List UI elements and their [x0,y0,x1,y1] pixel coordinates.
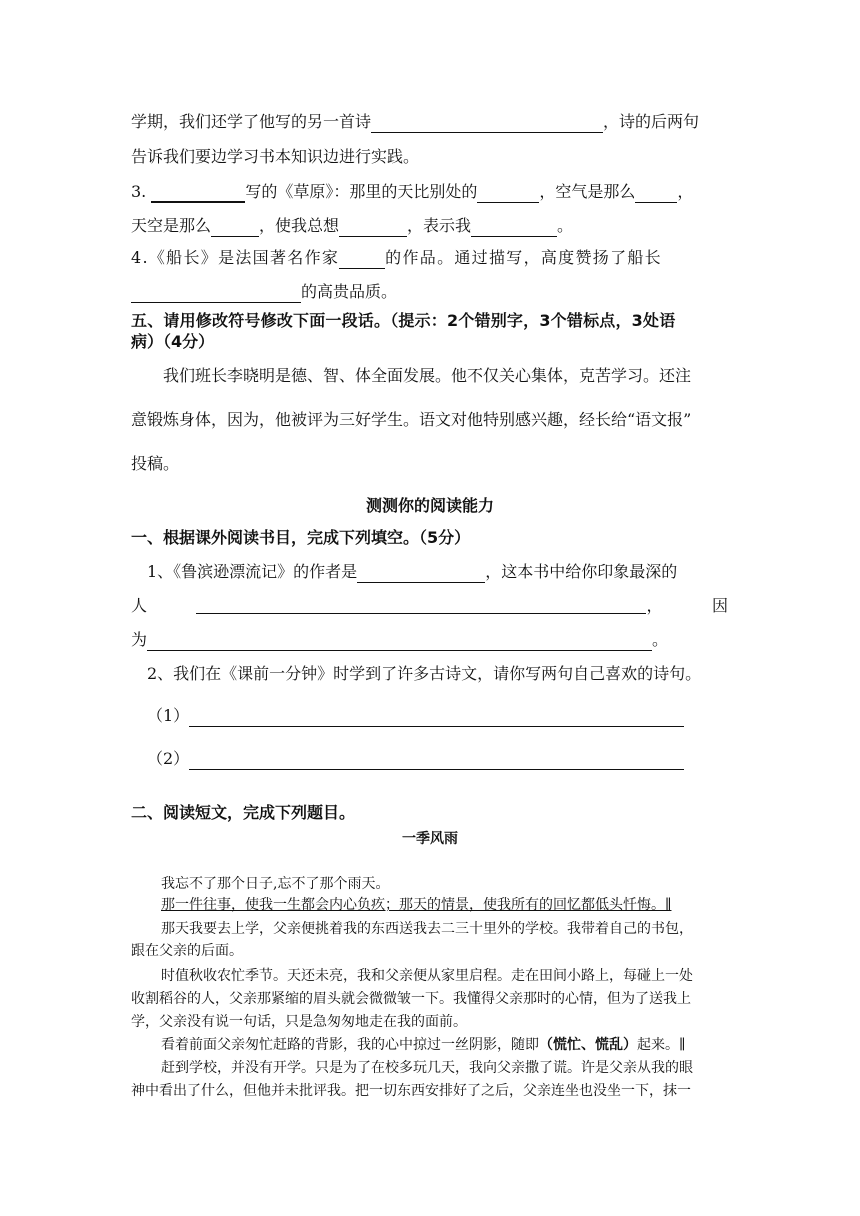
question-3-line2: 天空是那么 ，使我总想 ，表示我 。 [131,216,574,235]
story-line: 赶到学校，并没有开学。只是为了在校多玩几天，我向父亲撒了谎。许是父亲从我的眼 [161,1060,693,1076]
story-title: 一季风雨 [402,831,458,847]
word-choice[interactable]: （慌忙、慌乱） [539,1037,637,1053]
text-line: 告诉我们要边学习书本知识边进行实践。 [131,147,420,166]
paragraph-line: 意锻炼身体，因为，他被评为三好学生。语文对他特别感兴趣，经长给“语文报” [131,410,692,429]
blank-air[interactable] [635,184,677,203]
reading-q1-line1: 1、《鲁滨逊漂流记》的作者是 ，这本书中给你印象最深的 [147,562,678,581]
poem-answer-2: （2） [147,748,684,770]
blank-poem-line-2[interactable] [189,751,684,770]
reading-q2-line: 2、我们在《课前一分钟》时学到了许多古诗文，请你写两句自己喜欢的诗句。 [147,664,702,683]
reading-q1-line2: 人 ， 因 [131,596,728,615]
blank-quality[interactable] [131,284,301,303]
poem-answer-1: （1） [147,705,684,727]
section-5-title: 五、请用修改符号修改下面一段话。（提示：2个错别字，3个错标点，3处语 [131,311,676,330]
blank-writer[interactable] [339,250,385,269]
story-line: 收割稻谷的人，父亲那紧缩的眉头就会微微皱一下。我懂得父亲那时的心情，但为了送我上 [131,991,691,1007]
reading-q1-line3: 为 。 [131,630,669,649]
question-4-line1: 4.《船长》是法国著名作家 的作品。通过描写，高度赞扬了船长 [131,248,662,267]
reading-section-title: 测测你的阅读能力 [365,496,494,515]
story-line: 神中看出了什么，但他并未批评我。把一切东西安排好了之后，父亲连坐也没坐一下，抹一 [131,1083,691,1099]
story-line: 我忘不了那个日子,忘不了那个雨天。 [161,876,390,892]
blank-express[interactable] [471,218,557,237]
section-5-title-cont: 病）（4分） [131,332,215,351]
story-line: 跟在父亲的后面。 [131,943,243,959]
fill-line-poem: 学期，我们还学了他写的另一首诗 ，诗的后两句 [131,112,700,131]
blank-poem[interactable] [371,114,603,133]
paragraph-line: 投稿。 [131,454,180,473]
story-line: 学，父亲没有说一句话，只是急匆匆地走在我的面前。 [131,1014,467,1030]
reading-part-2-title: 二、阅读短文，完成下列题目。 [131,803,356,822]
blank-poem-line-1[interactable] [189,708,684,727]
blank-sky[interactable] [477,184,539,203]
question-4-line2: 的高贵品质。 [131,281,397,303]
story-line-underlined: 那一件往事，使我一生都会内心负疚；那天的情景，使我所有的回忆都低头忏悔。∥ [161,897,672,913]
paragraph-line: 我们班长李晓明是德、智、体全面发展。他不仅关心集体，克苦学习。还注 [163,366,692,385]
blank-character[interactable] [196,595,646,614]
blank-reason[interactable] [147,632,652,651]
blank-sky2[interactable] [211,218,259,237]
story-line: 那天我要去上学，父亲便挑着我的东西送我去二三十里外的学校。我带着自己的书包， [161,921,693,937]
question-3-line1: 3. 写的《草原》：那里的天比别处的 ，空气是那么 ， [131,182,694,201]
story-line: 看着前面父亲匆忙赶路的背影，我的心中掠过一丝阴影，随即（慌忙、慌乱）起来。∥ [161,1037,686,1053]
blank-author[interactable] [151,183,245,203]
blank-book-author[interactable] [357,564,485,583]
story-line: 时值秋收农忙季节。天还未亮，我和父亲便从家里启程。走在田间小路上，每碰上一处 [161,968,693,984]
reading-part-1-title: 一、根据课外阅读书目，完成下列填空。（5分） [131,528,471,547]
blank-think[interactable] [339,218,407,237]
